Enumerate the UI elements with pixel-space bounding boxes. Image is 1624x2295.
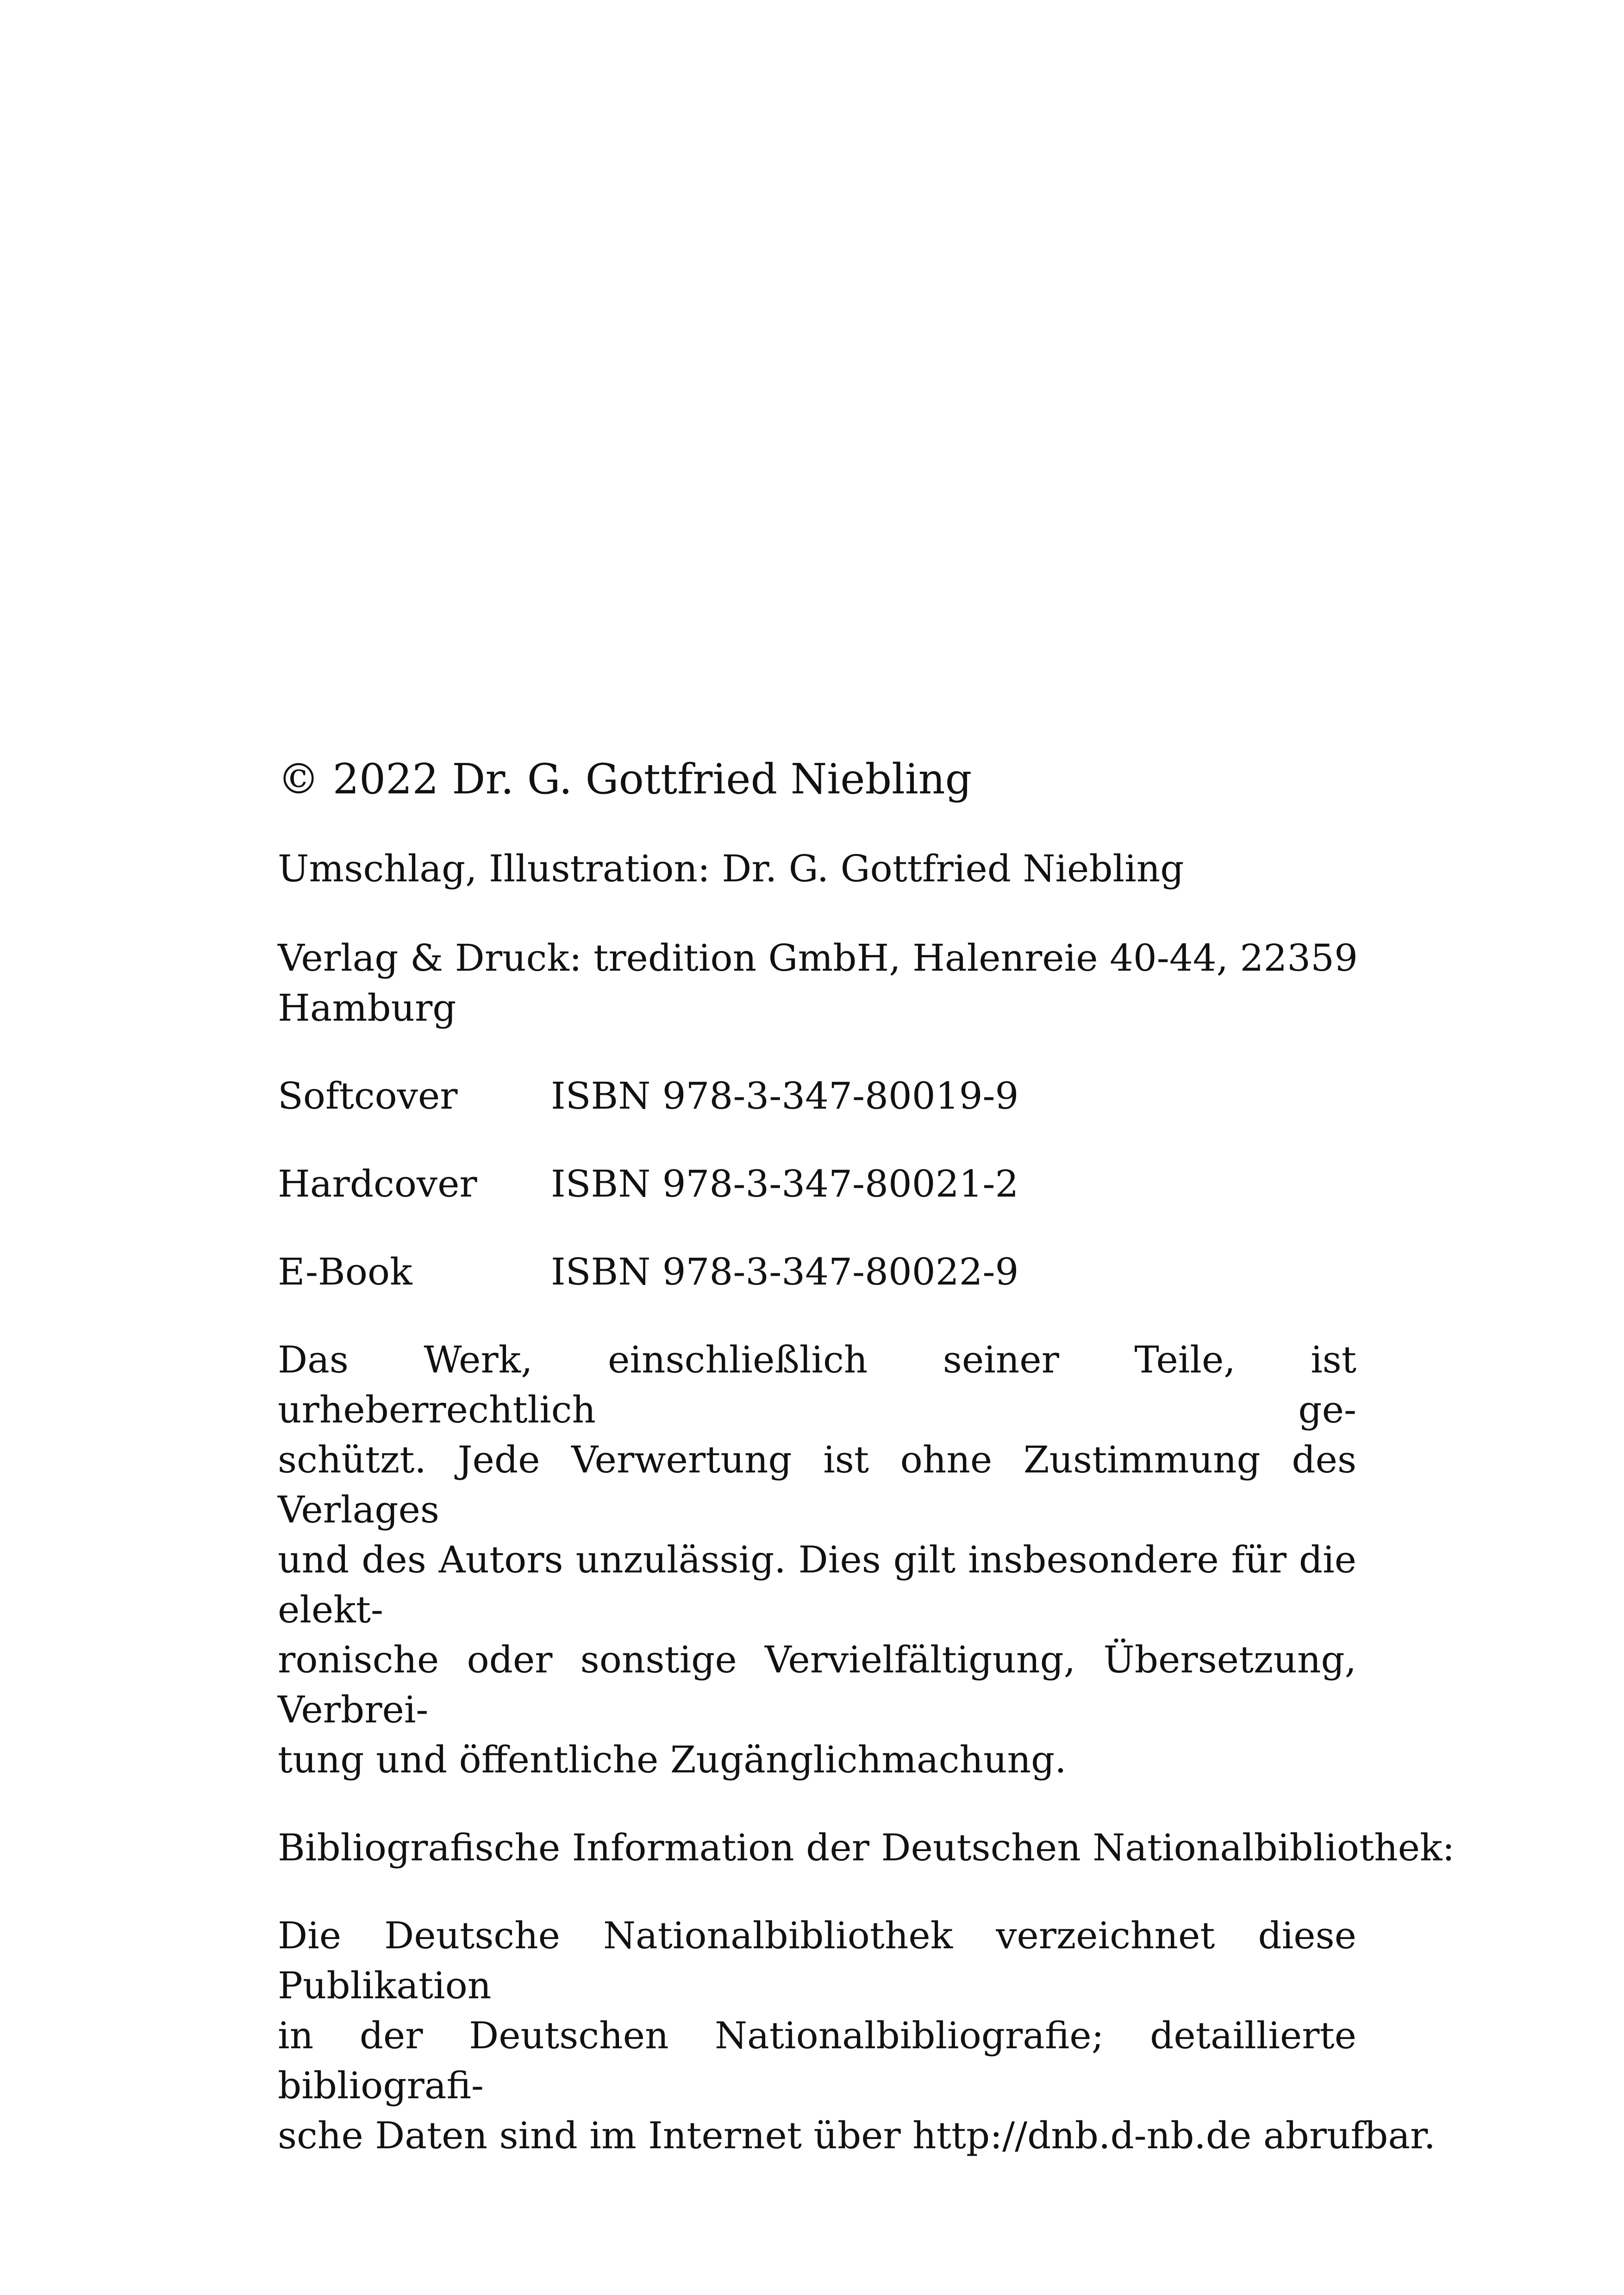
publisher-line: Verlag & Druck: tredition GmbH, Halenreie 40-44, 22359: [278, 936, 1358, 979]
isbn-number: ISBN 978-3-347-80022-9: [551, 1250, 1019, 1293]
isbn-format-label: E-Book: [278, 1250, 412, 1293]
imprint-block: [278, 755, 1455, 2161]
bibliographic-heading: Bibliografische Information der Deutschen Nationalbibliothek:: [278, 1826, 1455, 1869]
isbn-format-label: Softcover: [278, 1074, 458, 1117]
rights-notice-line: und des Autors unzulässig. Dies gilt insbesondere für die elekt-: [278, 1538, 1356, 1631]
isbn-format-label: Hardcover: [278, 1162, 477, 1205]
rights-notice-line: tung und öffentliche Zugänglichmachung.: [278, 1738, 1067, 1781]
rights-notice-line: Das Werk, einschließlich seiner Teile, ist urheberrechtlich ge-: [278, 1338, 1356, 1431]
copyright-line: © 2022 Dr. G. Gottfried Niebling: [278, 755, 972, 804]
isbn-row-softcover: [278, 1071, 1356, 1121]
rights-notice-line: schützt. Jede Verwertung ist ohne Zustimmung des Verlages: [278, 1438, 1356, 1531]
bibliographic-text-line: in der Deutschen Nationalbibliografie; detaillierte bibliografi-: [278, 2014, 1356, 2107]
publisher-address: [278, 933, 1356, 1033]
rights-notice: [278, 1335, 1356, 1785]
isbn-row-hardcover: [278, 1159, 1356, 1209]
bibliographic-text-line: Die Deutsche Nationalbibliothek verzeichnet diese Publikation: [278, 1914, 1356, 2007]
isbn-row-ebook: [278, 1247, 1356, 1297]
bibliographic-text-line: sche Daten sind im Internet über http://dnb.d-nb.de abrufbar.: [278, 2114, 1436, 2157]
rights-notice-line: ronische oder sonstige Vervielfältigung, Übersetzung, Verbrei-: [278, 1638, 1356, 1731]
publisher-city: Hamburg: [278, 986, 456, 1029]
isbn-number: ISBN 978-3-347-80019-9: [551, 1074, 1019, 1117]
isbn-number: ISBN 978-3-347-80021-2: [551, 1162, 1019, 1205]
bibliographic-text: [278, 1911, 1436, 2161]
cover-credit: Umschlag, Illustration: Dr. G. Gottfried Niebling: [278, 847, 1184, 890]
